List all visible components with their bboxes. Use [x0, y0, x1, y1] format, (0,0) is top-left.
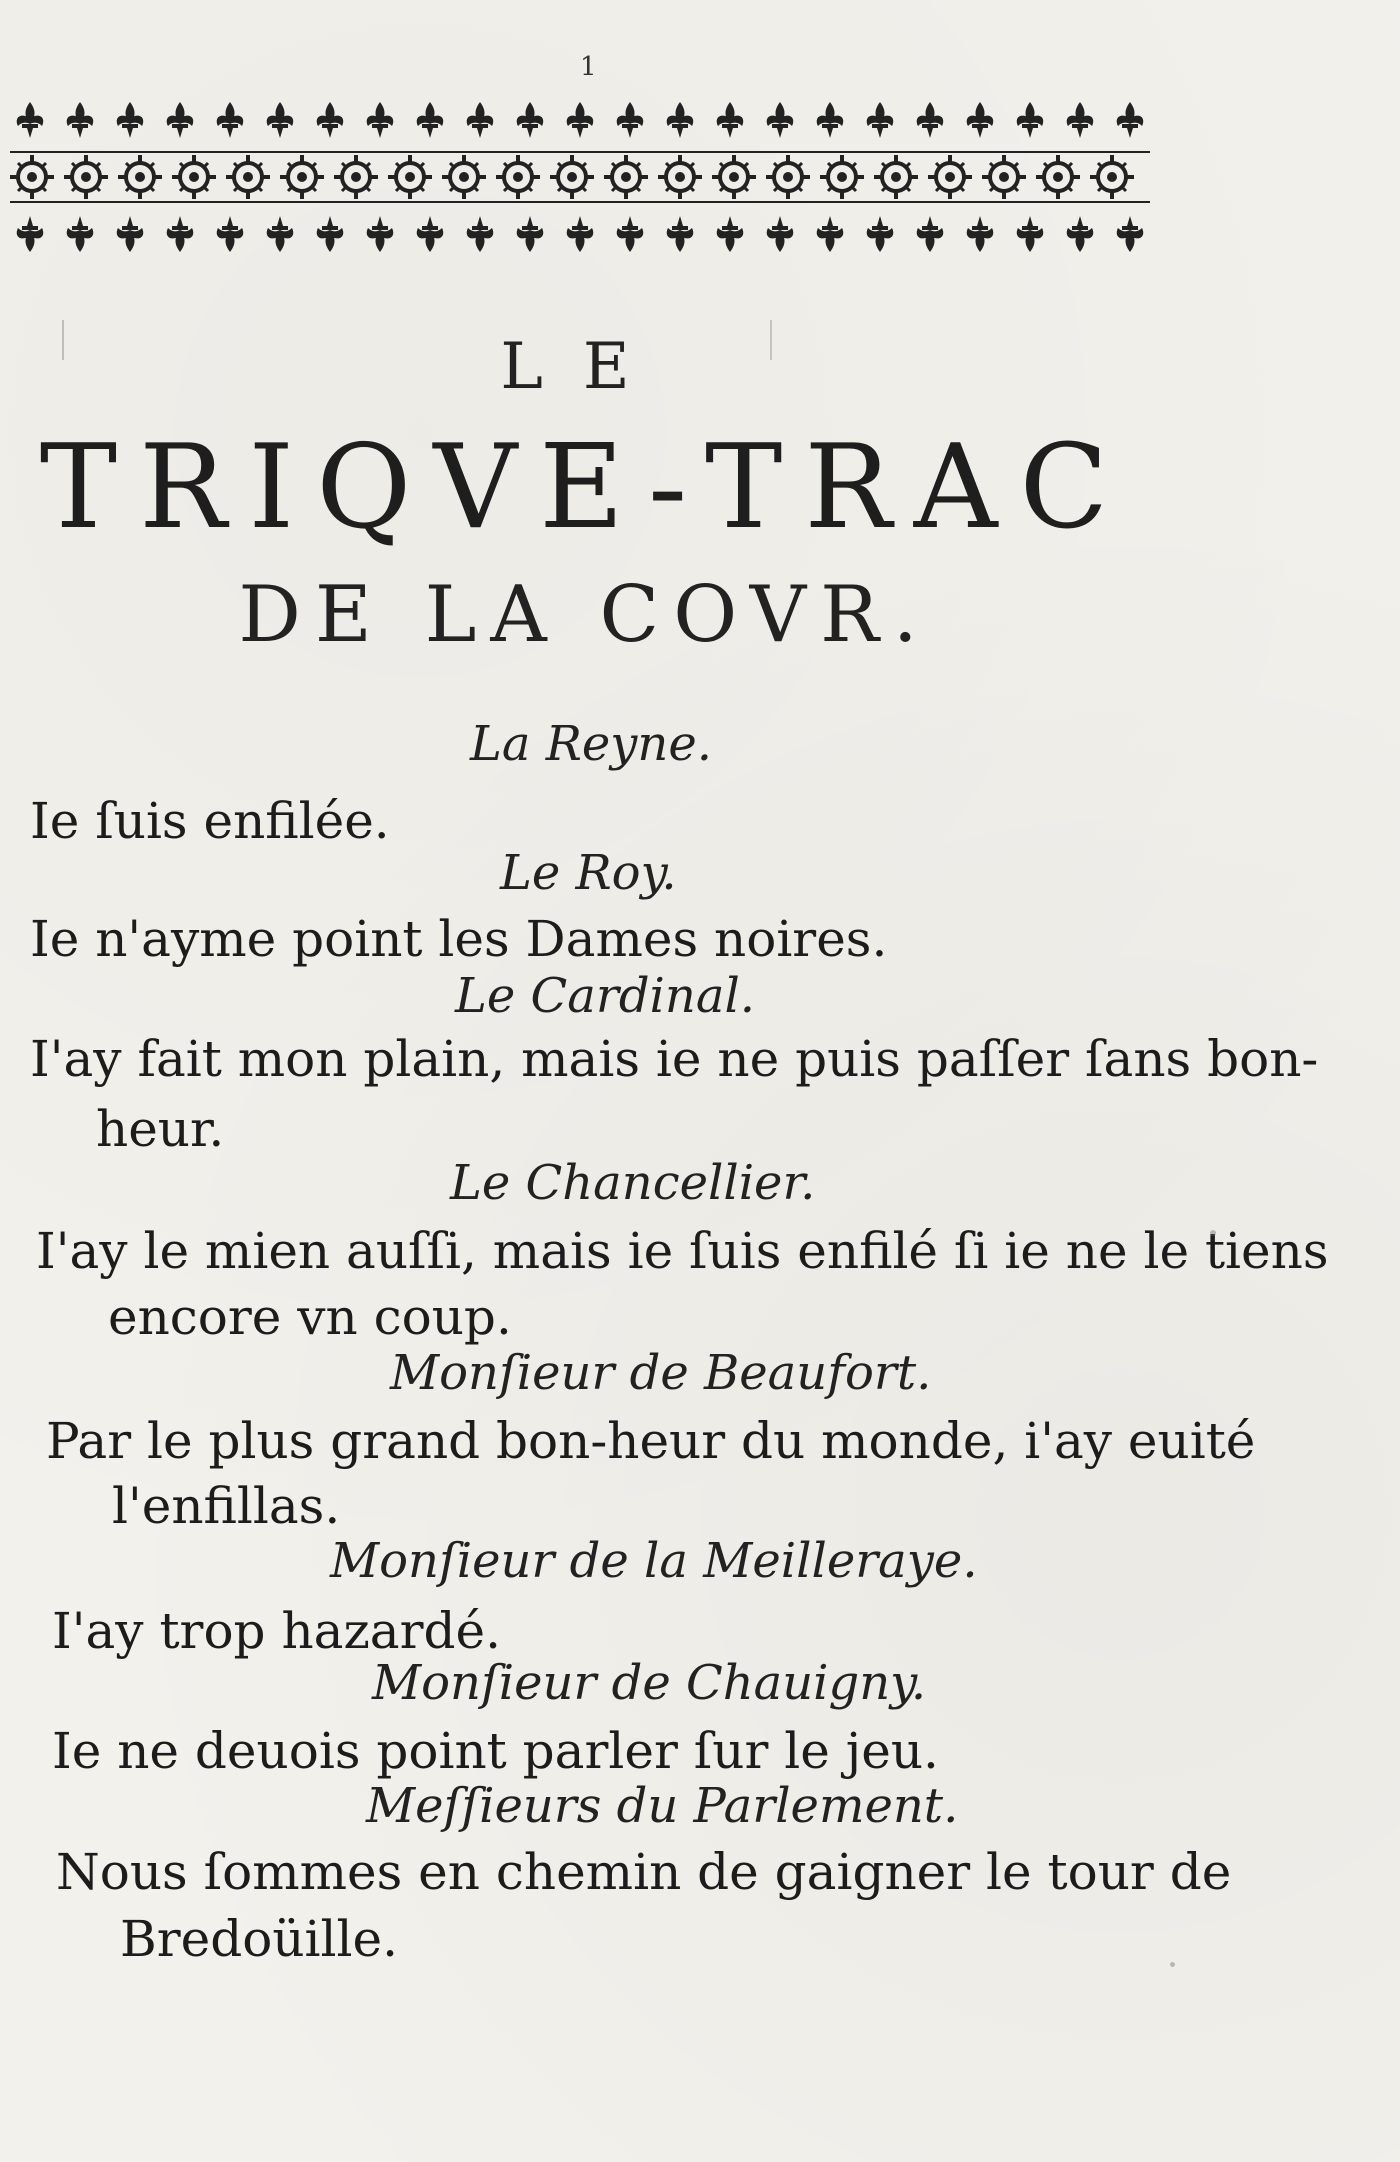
speaker-label: Le Cardinal.	[455, 968, 756, 1024]
title-article: LE	[500, 330, 670, 404]
speaker-label: La Reyne.	[470, 716, 712, 772]
speaker-label: Le Chancellier.	[450, 1155, 816, 1211]
dialogue-line: I'ay le mien auſſi, mais ie ſuis enfilé ſi ie ne le tiens	[36, 1222, 1329, 1280]
dialogue-line: I'ay trop hazardé.	[52, 1602, 501, 1660]
speaker-label: Monſieur de la Meilleraye.	[330, 1533, 978, 1589]
dialogue-line: heur.	[96, 1100, 225, 1158]
speaker-label: Monſieur de Chauigny.	[372, 1655, 927, 1711]
dialogue-line: Bredoüille.	[120, 1910, 399, 1968]
dialogue-line: Nous ſommes en chemin de gaigner le tour de	[56, 1843, 1232, 1901]
print-mark	[1210, 1230, 1216, 1236]
print-mark	[62, 320, 64, 360]
decorative-fleuron-band	[0, 82, 1170, 272]
page-number: 1	[580, 52, 597, 82]
dialogue-line: Ie ne deuois point parler ſur le jeu.	[52, 1722, 939, 1780]
dialogue-line: encore vn coup.	[108, 1288, 512, 1346]
dialogue-line: I'ay fait mon plain, mais ie ne puis paſſer ſans bon-	[30, 1030, 1319, 1088]
page-subtitle: DE LA COVR.	[238, 570, 932, 660]
print-mark	[770, 320, 772, 360]
dialogue-line: Par le plus grand bon-heur du monde, i'ay euité	[46, 1412, 1256, 1470]
page-title: TRIQVE-TRAC	[39, 420, 1131, 555]
speaker-label: Monſieur de Beaufort.	[390, 1345, 932, 1401]
speaker-label: Le Roy.	[500, 845, 677, 901]
print-mark	[1170, 1962, 1175, 1967]
dialogue-line: Ie ſuis enfilée.	[30, 792, 390, 850]
dialogue-line: Ie n'ayme point les Dames noires.	[30, 910, 888, 968]
speaker-label: Meſſieurs du Parlement.	[366, 1778, 959, 1834]
dialogue-line: l'enfillas.	[112, 1477, 341, 1535]
